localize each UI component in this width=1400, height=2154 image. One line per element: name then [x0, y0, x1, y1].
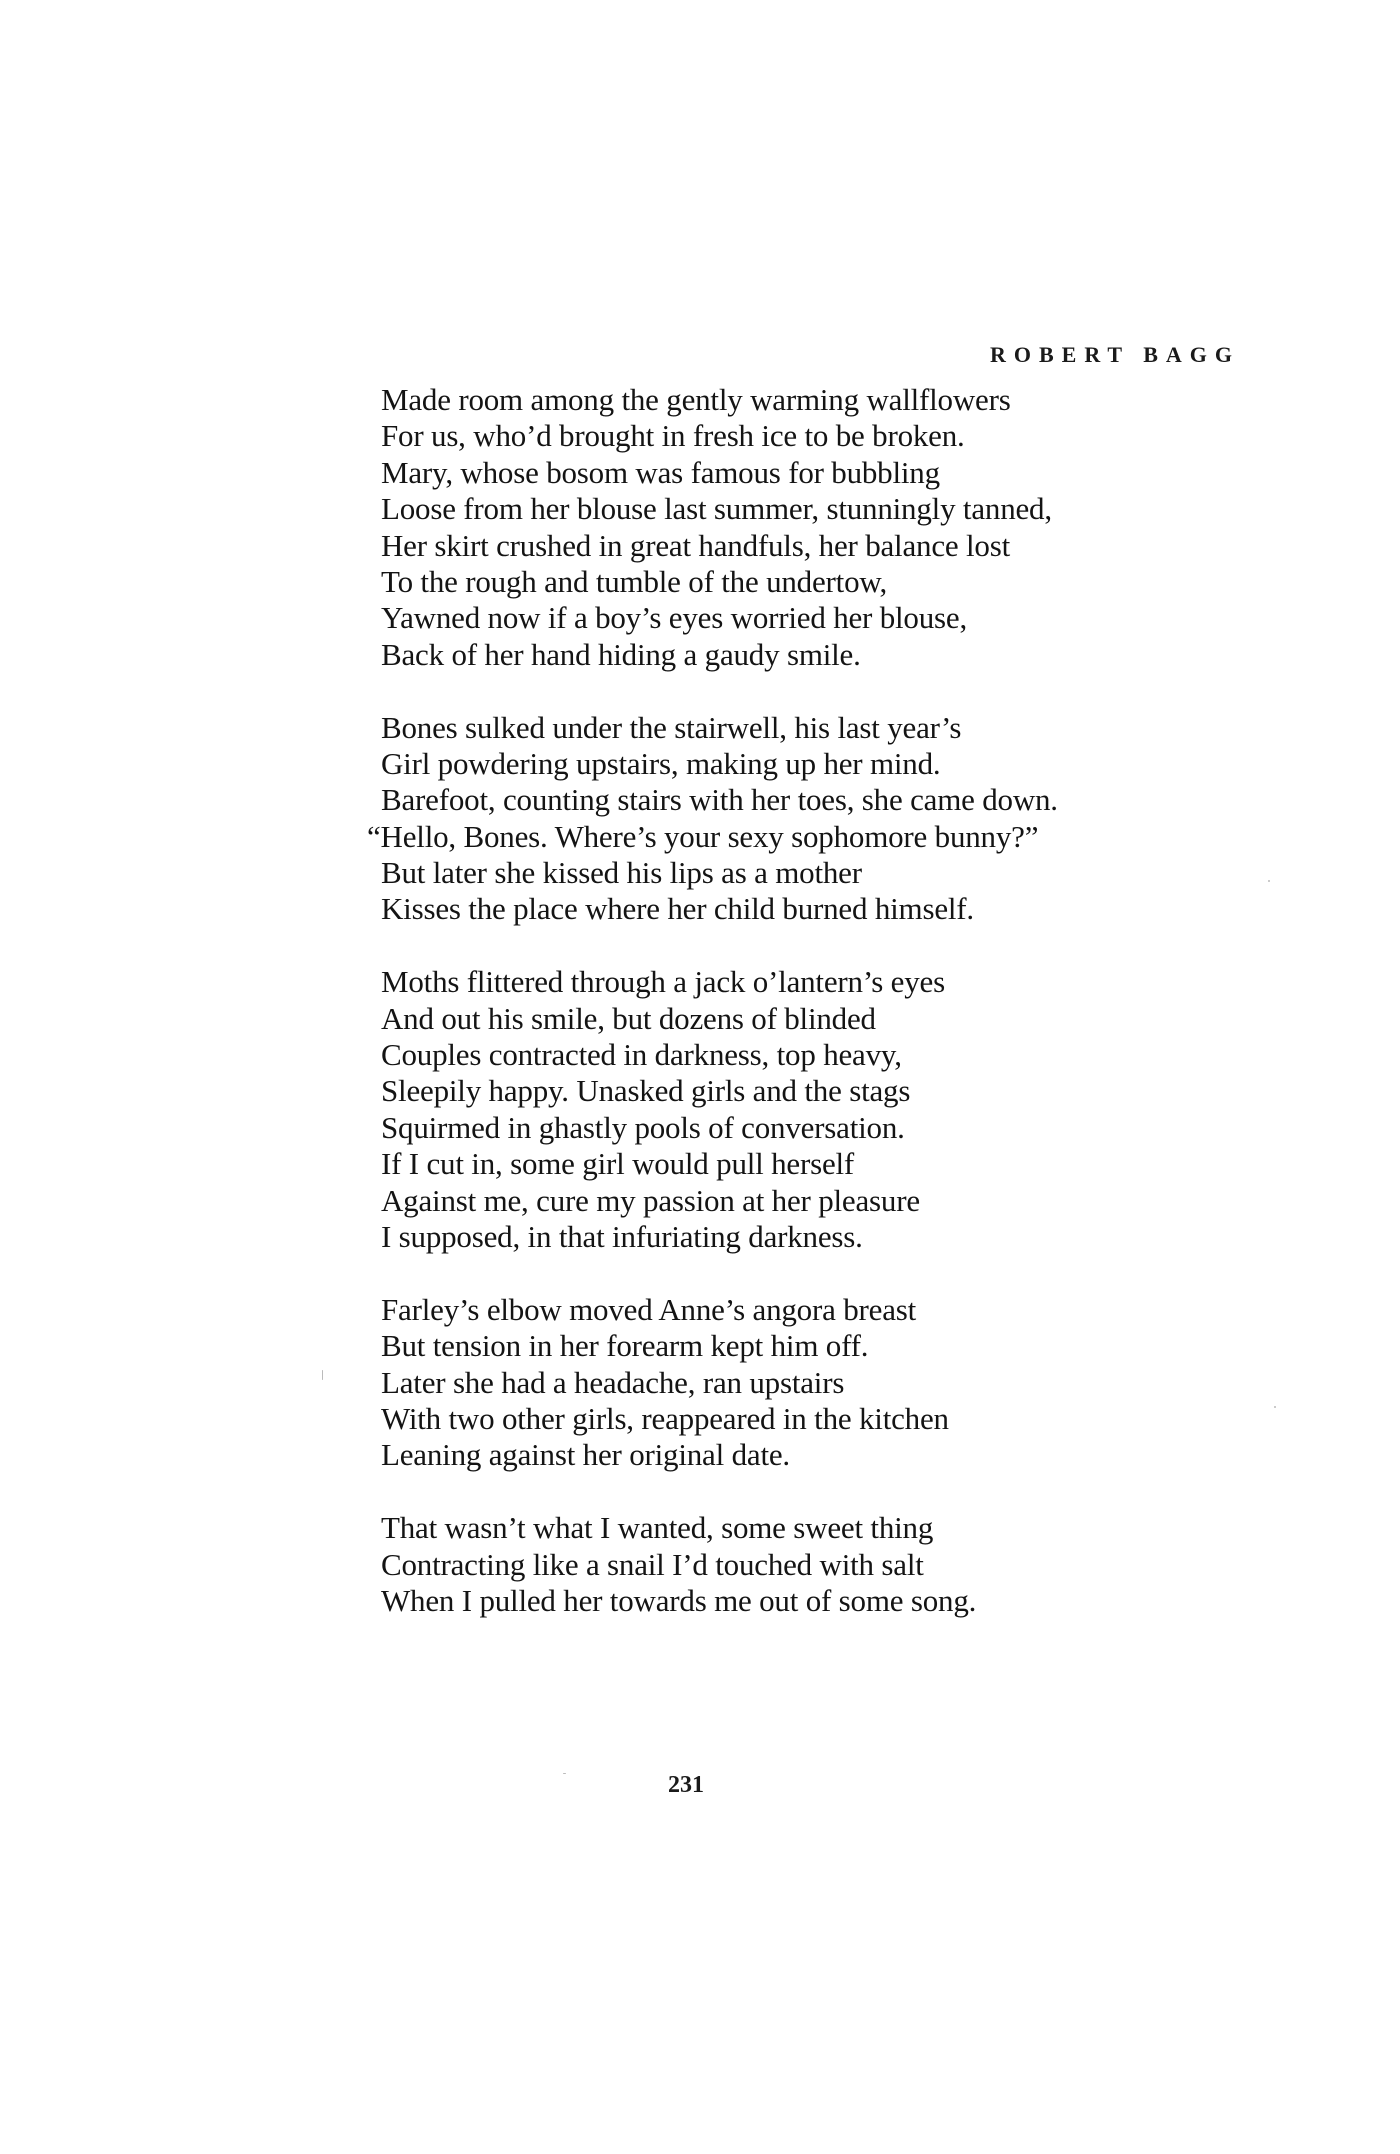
poem-line: Moths flittered through a jack o’lantern’s eyes	[381, 964, 945, 1000]
poem-line: For us, who’d brought in fresh ice to be broken.	[381, 418, 965, 454]
poem-line: But later she kissed his lips as a mother	[381, 855, 862, 891]
poem-line: To the rough and tumble of the undertow,	[381, 563, 888, 599]
poem-line: When I pulled her towards me out of some song.	[381, 1582, 977, 1618]
poem-line: Against me, cure my passion at her pleasure	[381, 1182, 920, 1218]
stanza-4	[381, 1292, 1281, 1474]
poem-line: Contracting like a snail I’d touched with salt	[381, 1546, 924, 1582]
poem-line: I supposed, in that infuriating darkness.	[381, 1218, 863, 1254]
scan-speck	[322, 1370, 323, 1380]
poem-body	[367, 382, 1281, 1656]
poem-line: Bones sulked under the stairwell, his last year’s	[381, 709, 962, 745]
poem-line: Later she had a headache, ran upstairs	[381, 1364, 845, 1400]
poem-line: And out his smile, but dozens of blinded	[381, 1000, 876, 1036]
poem-line: Farley’s elbow moved Anne’s angora breast	[381, 1291, 917, 1327]
poem-line: “Hello, Bones. Where’s your sexy sophomore bunny?”	[367, 818, 1039, 854]
poem-line: That wasn’t what I wanted, some sweet thing	[381, 1510, 934, 1546]
scan-speck	[1274, 1406, 1276, 1408]
poem-line: If I cut in, some girl would pull herself	[381, 1146, 855, 1182]
poem-line: Barefoot, counting stairs with her toes, she came down.	[381, 782, 1058, 818]
poem-line: Loose from her blouse last summer, stunningly tanned,	[381, 491, 1052, 527]
stanza-3	[381, 964, 1281, 1255]
poem-line: With two other girls, reappeared in the kitchen	[381, 1400, 949, 1436]
poem-line: Squirmed in ghastly pools of conversation.	[381, 1109, 905, 1145]
stanza-1	[381, 382, 1281, 673]
poem-line: Sleepily happy. Unasked girls and the stags	[381, 1073, 911, 1109]
poem-line: Kisses the place where her child burned himself.	[381, 891, 974, 927]
stanza-5	[381, 1510, 1281, 1619]
scan-speck	[1268, 880, 1270, 882]
page-number: 231	[668, 1772, 704, 1798]
poem-line: Made room among the gently warming wallflowers	[381, 382, 1011, 417]
poem-line: Mary, whose bosom was famous for bubbling	[381, 454, 940, 490]
running-head: ROBERT BAGG	[989, 342, 1240, 367]
poem-line: Girl powdering upstairs, making up her mind.	[381, 745, 941, 781]
poem-line: Her skirt crushed in great handfuls, her balance lost	[381, 527, 1010, 563]
poem-line: Back of her hand hiding a gaudy smile.	[381, 636, 861, 672]
stanza-2	[367, 709, 1281, 928]
poem-line: Leaning against her original date.	[381, 1437, 790, 1473]
poem-line: Couples contracted in darkness, top heavy,	[381, 1037, 902, 1073]
poem-line: But tension in her forearm kept him off.	[381, 1328, 869, 1364]
scan-speck	[563, 1773, 566, 1774]
poem-line: Yawned now if a boy’s eyes worried her blouse,	[381, 600, 968, 636]
